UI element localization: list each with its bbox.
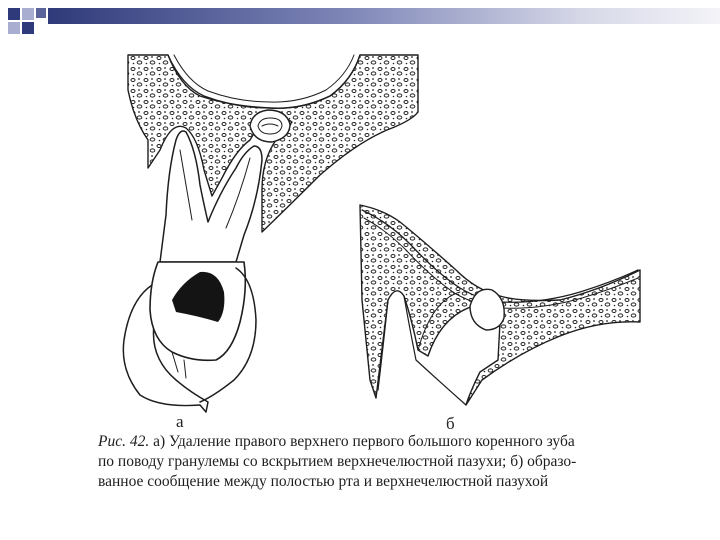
caption-prefix: Рис. 42. bbox=[98, 433, 150, 450]
caption-line-1 bbox=[98, 432, 658, 452]
granuloma-a bbox=[250, 110, 290, 142]
figure-label-a: а bbox=[176, 412, 184, 431]
caption-line-2: по поводу гранулемы со вскрытием верхнечелюстной пазухи; б) образо- bbox=[98, 453, 577, 470]
caption-line-3: ванное сообщение между полостью рта и верхнечелюстной пазухой bbox=[98, 473, 549, 490]
oroantral-opening-b bbox=[470, 289, 504, 330]
figure-b bbox=[360, 205, 640, 405]
figure-label-b: б bbox=[446, 414, 455, 433]
figure-caption bbox=[98, 432, 658, 492]
caption-line-1-text: а) Удаление правого верхнего первого большого коренного зуба bbox=[153, 433, 575, 450]
